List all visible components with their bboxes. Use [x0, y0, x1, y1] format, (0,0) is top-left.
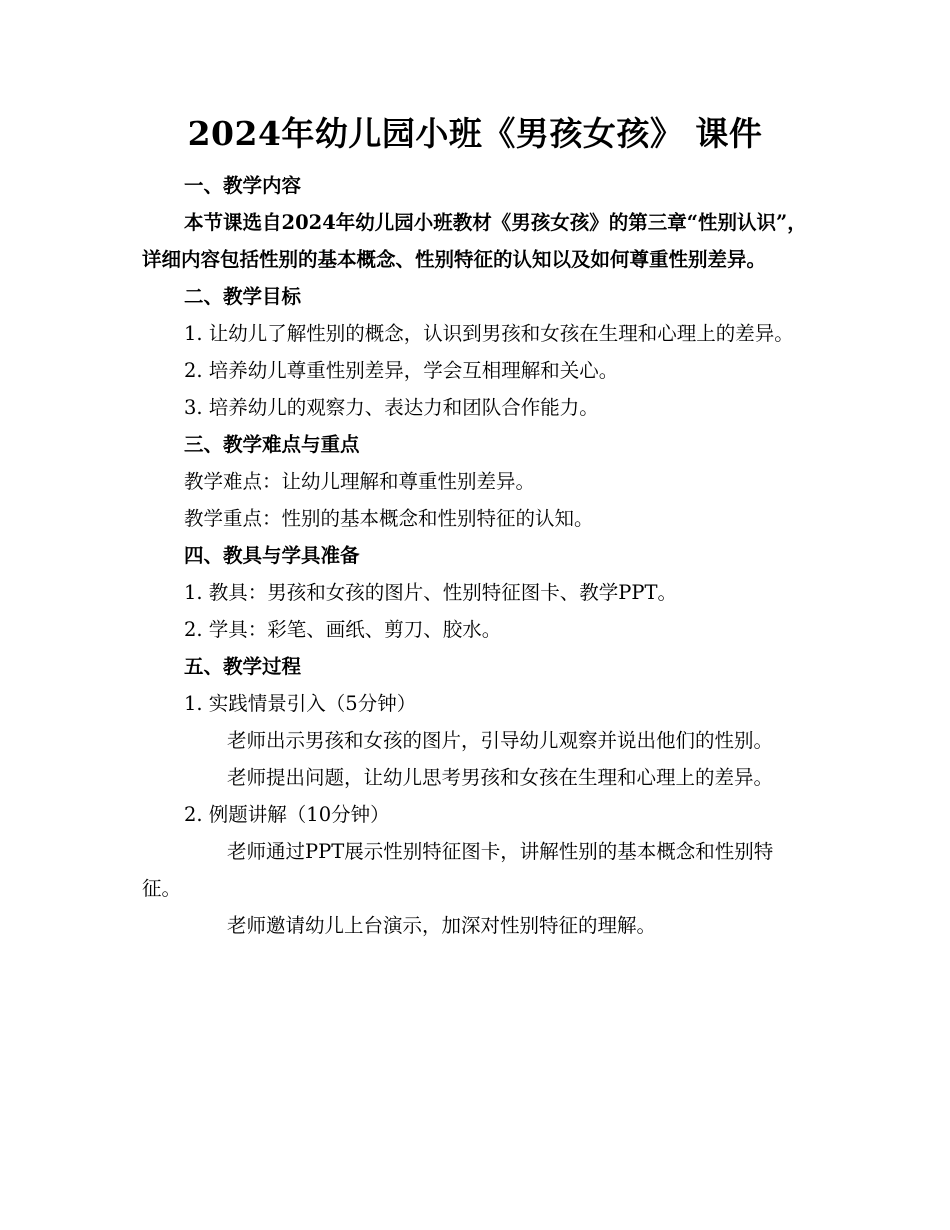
process-step-2-detail-2: 老师邀请幼儿上台演示，加深对性别特征的理解。 [227, 914, 657, 937]
objective-item-2: 2. 培养幼儿尊重性别差异，学会互相理解和关心。 [184, 359, 619, 382]
difficulty-item: 教学难点：让幼儿理解和尊重性别差异。 [184, 470, 536, 493]
process-step-1-detail-1: 老师出示男孩和女孩的图片，引导幼儿观察并说出他们的性别。 [227, 729, 774, 752]
section-heading-process: 五、教学过程 [184, 655, 302, 678]
process-step-1-detail-2: 老师提出问题，让幼儿思考男孩和女孩在生理和心理上的差异。 [227, 766, 774, 789]
teaching-aids-item: 1. 教具：男孩和女孩的图片、性别特征图卡、教学PPT。 [184, 581, 678, 604]
content-paragraph: 本节课选自2024年幼儿园小班教材《男孩女孩》的第三章“性别认识”，详细内容包括性别的基本概念、性别特征的认知以及如何尊重性别差异。 [142, 211, 807, 271]
process-step-2: 2. 例题讲解（10分钟） [184, 803, 390, 826]
section-heading-content: 一、教学内容 [184, 174, 302, 197]
document-title: 2024年幼儿园小班《男孩女孩》 课件 [187, 114, 763, 153]
document-body [142, 167, 810, 944]
focus-item: 教学重点：性别的基本概念和性别特征的认知。 [184, 507, 594, 530]
objective-item-1: 1. 让幼儿了解性别的概念，认识到男孩和女孩在生理和心理上的差异。 [184, 322, 794, 345]
process-step-1: 1. 实践情景引入（5分钟） [184, 692, 417, 715]
objective-item-3: 3. 培养幼儿的观察力、表达力和团队合作能力。 [184, 396, 599, 419]
section-heading-materials: 四、教具与学具准备 [184, 544, 360, 567]
learning-aids-item: 2. 学具：彩笔、画纸、剪刀、胶水。 [184, 618, 502, 641]
process-step-2-detail-1: 老师通过PPT展示性别特征图卡，讲解性别的基本概念和性别特征。 [142, 840, 774, 900]
section-heading-objectives: 二、教学目标 [184, 285, 302, 308]
section-heading-key-points: 三、教学难点与重点 [184, 433, 360, 456]
